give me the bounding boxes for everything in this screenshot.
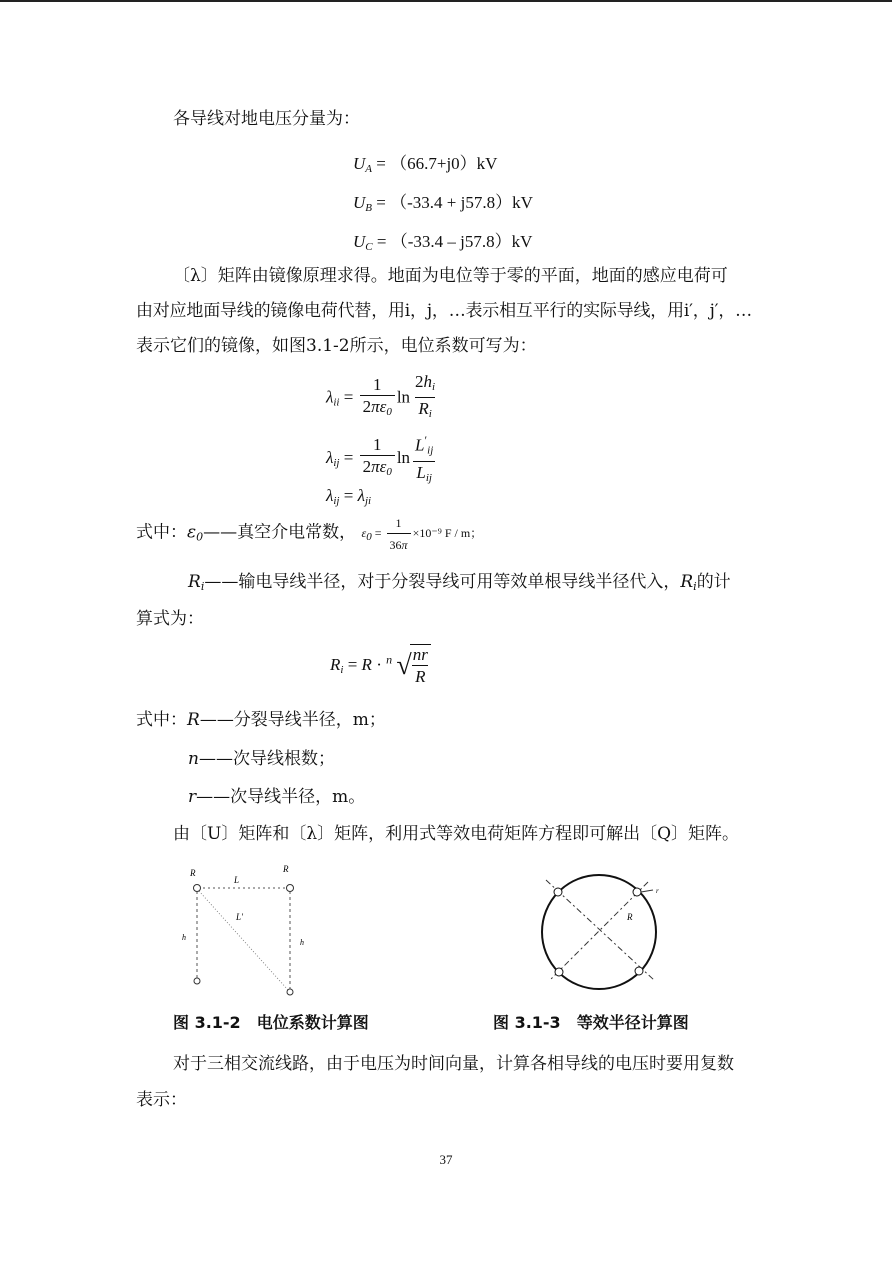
ri-definition-line1: $R_i——$输电导线半径，对于分裂导线可用等效单根导线半径代入，$R_i$的计	[188, 572, 731, 593]
intro-text: 各导线对地电压分量为：	[173, 109, 360, 129]
svg-text:r: r	[656, 887, 659, 895]
page-number: 37	[439, 1152, 453, 1167]
ri-desc-tail: 的计	[696, 572, 731, 592]
voltage-ub	[353, 188, 533, 214]
voltage-ub-value: = （-33.4 + j57.8）kV	[372, 193, 533, 212]
voltage-uc-symbol: U	[353, 232, 366, 251]
top-border-line	[0, 0, 892, 2]
def-n: n——次导线根数；	[188, 749, 335, 769]
epsilon-prefix: 式中：	[136, 522, 187, 543]
voltage-ub-symbol: U	[353, 193, 366, 212]
epsilon-definition	[136, 513, 482, 556]
svg-text:R: R	[190, 868, 196, 878]
figure-potential-coefficient	[170, 858, 320, 1003]
ri-desc: ——输电导线半径，对于分裂导线可用等效单根导线半径代入，	[204, 572, 681, 592]
closing-line1: 对于三相交流线路，由于电压为时间向量，计算各相导线的电压时要用复数	[173, 1054, 734, 1074]
epsilon-desc: ——真空介电常数，	[203, 522, 357, 543]
equation-lambda-ii: $\lambda_{ii}$ = $\frac{1}{2\pi\varepsilon_0}$ ln $\frac{2h_i}{R_i}$	[326, 372, 440, 425]
conclusion-text: 由〔U〕矩阵和〔λ〕矩阵，利用式等效电荷矩阵方程即可解出〔Q〕矩阵。	[173, 824, 740, 844]
figure-equivalent-radius	[528, 862, 668, 992]
svg-text:R: R	[283, 864, 289, 874]
figure-caption-3-1-2: 图 3.1-2 电位系数计算图	[173, 1013, 369, 1032]
ri-symbol: R	[188, 572, 201, 592]
voltage-uc-sub: C	[365, 241, 373, 253]
equation-lambda-ij: $\lambda_{ij}$ = $\frac{1}{2\pi\varepsilon_0}$ ln $\frac{L'_{ij}}{L_{ij}}$	[326, 430, 438, 489]
defs-prefix: 式中：	[136, 710, 187, 730]
epsilon-symbol: ε	[187, 522, 197, 543]
equation-ri: $R_i = R \cdot ^n$ √ $\frac{nr}{R}$	[330, 644, 433, 688]
svg-text:h: h	[182, 933, 186, 942]
figure-caption-3-1-3: 图 3.1-3 等效半径计算图	[493, 1013, 689, 1032]
svg-text:h: h	[300, 938, 304, 947]
ri-definition-line2: 算式为：	[136, 609, 204, 629]
epsilon-formula: ε0 = $\frac{1}{36\pi}$ ×10⁻⁹ F / m；	[362, 526, 483, 540]
svg-text:L′: L′	[236, 912, 243, 922]
lambda-para-line2: 由对应地面导线的镜像电荷代替，用i，j，…表示相互平行的实际导线，用i′，j′，…	[136, 301, 752, 321]
voltage-ub-sub: B	[365, 202, 373, 214]
epsilon-formula-tail: ×10⁻⁹ F / m；	[412, 526, 483, 541]
lambda-para-line3: 表示它们的镜像，如图3.1-2所示，电位系数可写为：	[136, 336, 537, 356]
lambda-para-line1: 〔λ〕矩阵由镜像原理求得。地面为电位等于零的平面，地面的感应电荷可	[173, 266, 728, 286]
equation-lambda-symmetry: $\lambda_{ij} = \lambda_{ji}$	[326, 486, 372, 507]
ri-sub: i	[200, 580, 205, 593]
def-R: 式中：R——分裂导线半径，m；	[136, 710, 386, 730]
epsilon-sub: 0	[196, 530, 204, 544]
svg-text:R: R	[627, 912, 633, 922]
def-r: r——次导线半径，m。	[188, 787, 366, 807]
voltage-uc	[353, 227, 532, 253]
svg-text:L: L	[234, 875, 240, 885]
voltage-ua	[353, 149, 497, 175]
closing-line2: 表示：	[136, 1090, 187, 1110]
voltage-ua-value: = （66.7+j0）kV	[372, 154, 498, 173]
voltage-ua-symbol: U	[353, 154, 366, 173]
voltage-ua-sub: A	[365, 163, 373, 175]
voltage-uc-value: = （-33.4 – j57.8）kV	[372, 232, 533, 251]
